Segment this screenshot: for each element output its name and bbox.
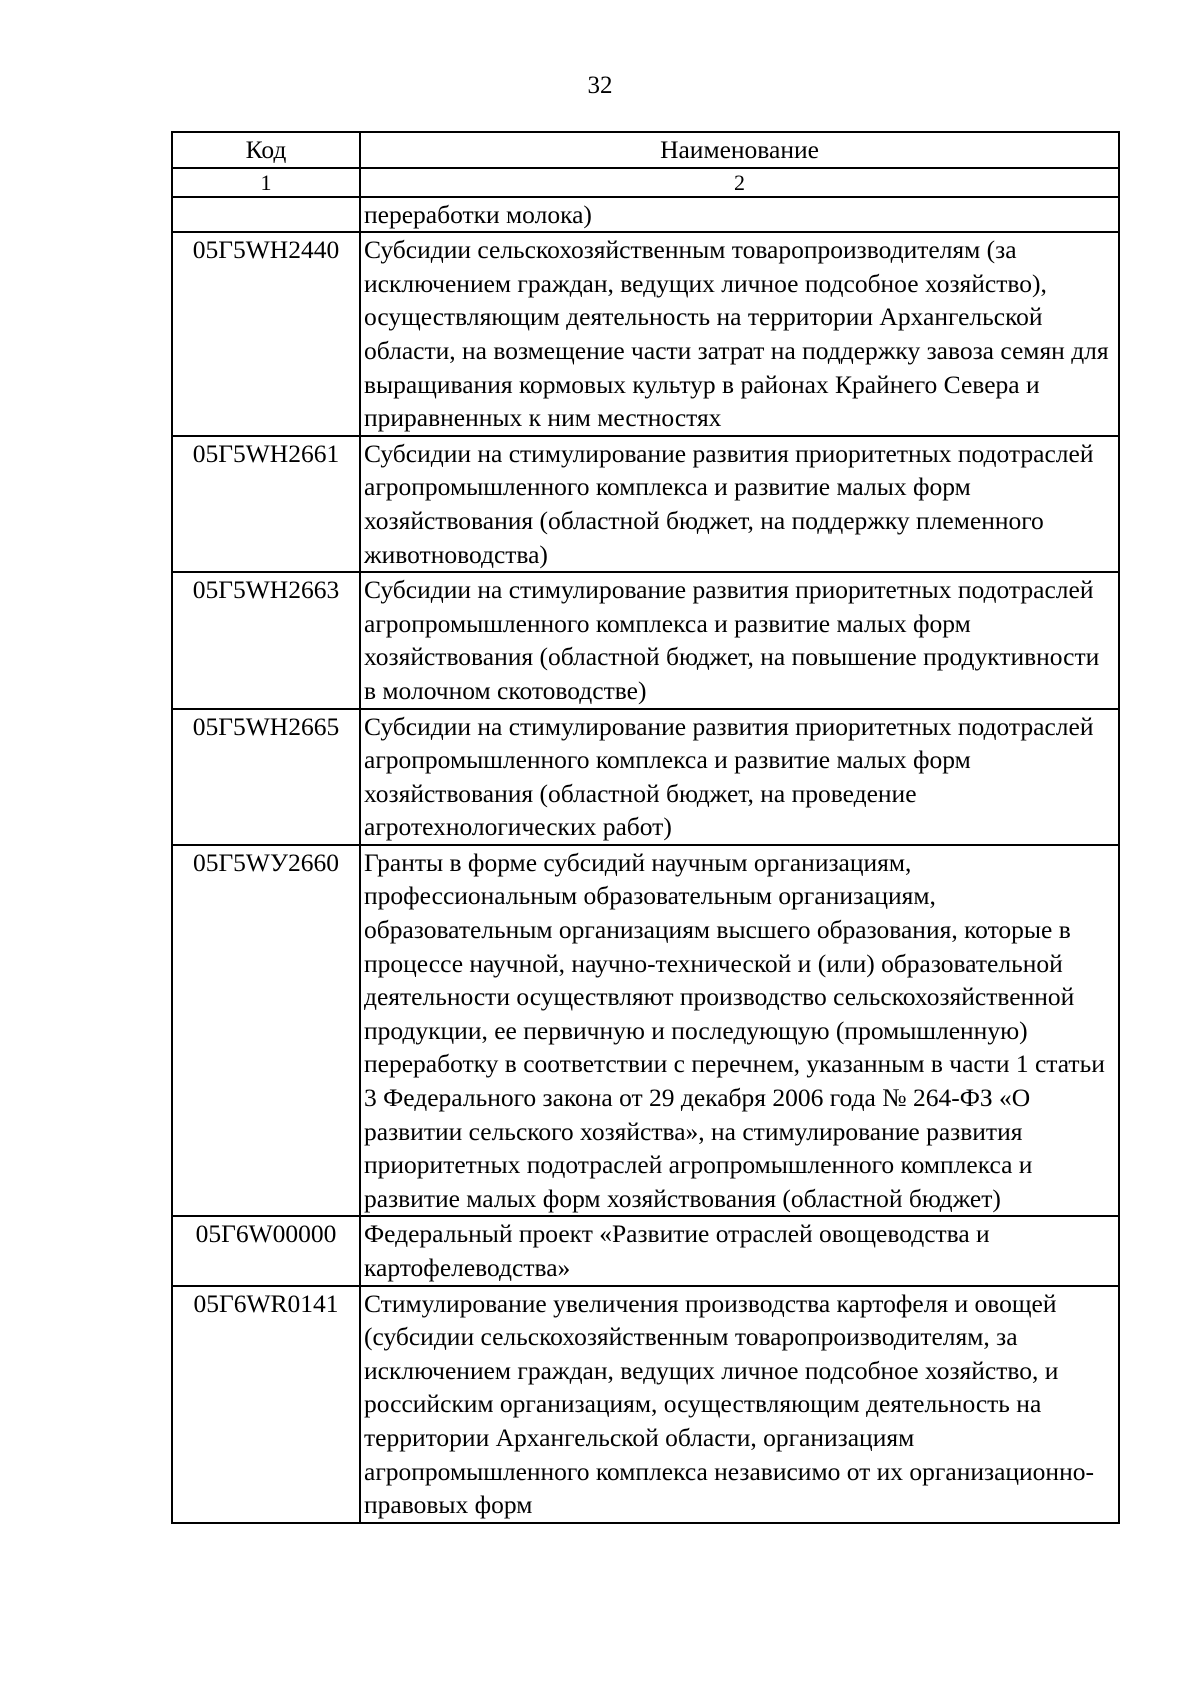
row-name: Субсидии на стимулирование развития приоритетных подотраслей агропромышленного комплекса и развитие малых форм хозяйствования (областной бюджет, на проведение агротехнологических работ)	[360, 709, 1119, 845]
row-code: 05Г5WH2663	[172, 572, 360, 708]
row-code: 05Г6W00000	[172, 1216, 360, 1285]
row-name: переработки молока)	[360, 197, 1119, 233]
budget-code-table	[171, 131, 1120, 1524]
table-row	[172, 197, 1119, 233]
row-name: Субсидии сельскохозяйственным товаропроизводителям (за исключением граждан, ведущих личное подсобное хозяйство), осуществляющим деятельность на территории Архангельской области, на возмещение части затрат на поддержку завоза семян для выращивания кормовых культур в районах Крайнего Севера и приравненных к ним местностях	[360, 232, 1119, 436]
column-number-2: 2	[360, 168, 1119, 197]
table-row	[172, 436, 1119, 572]
row-name: Гранты в форме субсидий научным организациям, профессиональным образовательным организациям, образовательным организациям высшего образования, которые в процессе научной, научно-технической и (или) образовательной деятельности осуществляют производство сельскохозяйственной продукции, ее первичную и последующую (промышленную) переработку в соответствии с перечнем, указанным в части 1 статьи 3 Федерального закона от 29 декабря 2006 года № 264-ФЗ «О развитии сельского хозяйства», на стимулирование развития приоритетных подотраслей агропромышленного комплекса и развитие малых форм хозяйствования (областной бюджет)	[360, 845, 1119, 1217]
row-code	[172, 197, 360, 233]
row-code: 05Г5WУ2660	[172, 845, 360, 1217]
row-code: 05Г5WH2440	[172, 232, 360, 436]
table-row	[172, 232, 1119, 436]
page-number: 32	[587, 72, 613, 99]
row-name: Федеральный проект «Развитие отраслей овощеводства и картофелеводства»	[360, 1216, 1119, 1285]
header-code: Код	[172, 132, 360, 168]
row-name: Субсидии на стимулирование развития приоритетных подотраслей агропромышленного комплекса и развитие малых форм хозяйствования (областной бюджет, на поддержку племенного животноводства)	[360, 436, 1119, 572]
table-row	[172, 1286, 1119, 1523]
row-name: Субсидии на стимулирование развития приоритетных подотраслей агропромышленного комплекса и развитие малых форм хозяйствования (областной бюджет, на повышение продуктивности в молочном скотоводстве)	[360, 572, 1119, 708]
header-name: Наименование	[360, 132, 1119, 168]
column-number-row	[172, 168, 1119, 197]
row-code: 05Г5WH2665	[172, 709, 360, 845]
column-number-1: 1	[172, 168, 360, 197]
row-code: 05Г5WH2661	[172, 436, 360, 572]
table-row	[172, 572, 1119, 708]
row-code: 05Г6WR0141	[172, 1286, 360, 1523]
table-row	[172, 1216, 1119, 1285]
row-name: Стимулирование увеличения производства картофеля и овощей (субсидии сельскохозяйственным товаропроизводителям, за исключением граждан, ведущих личное подсобное хозяйство, и российским организациям, осуществляющим деятельность на территории Архангельской области, организациям агропромышленного комплекса независимо от их организационно-правовых форм	[360, 1286, 1119, 1523]
table-row	[172, 845, 1119, 1217]
table-row	[172, 709, 1119, 845]
table-header-row	[172, 132, 1119, 168]
